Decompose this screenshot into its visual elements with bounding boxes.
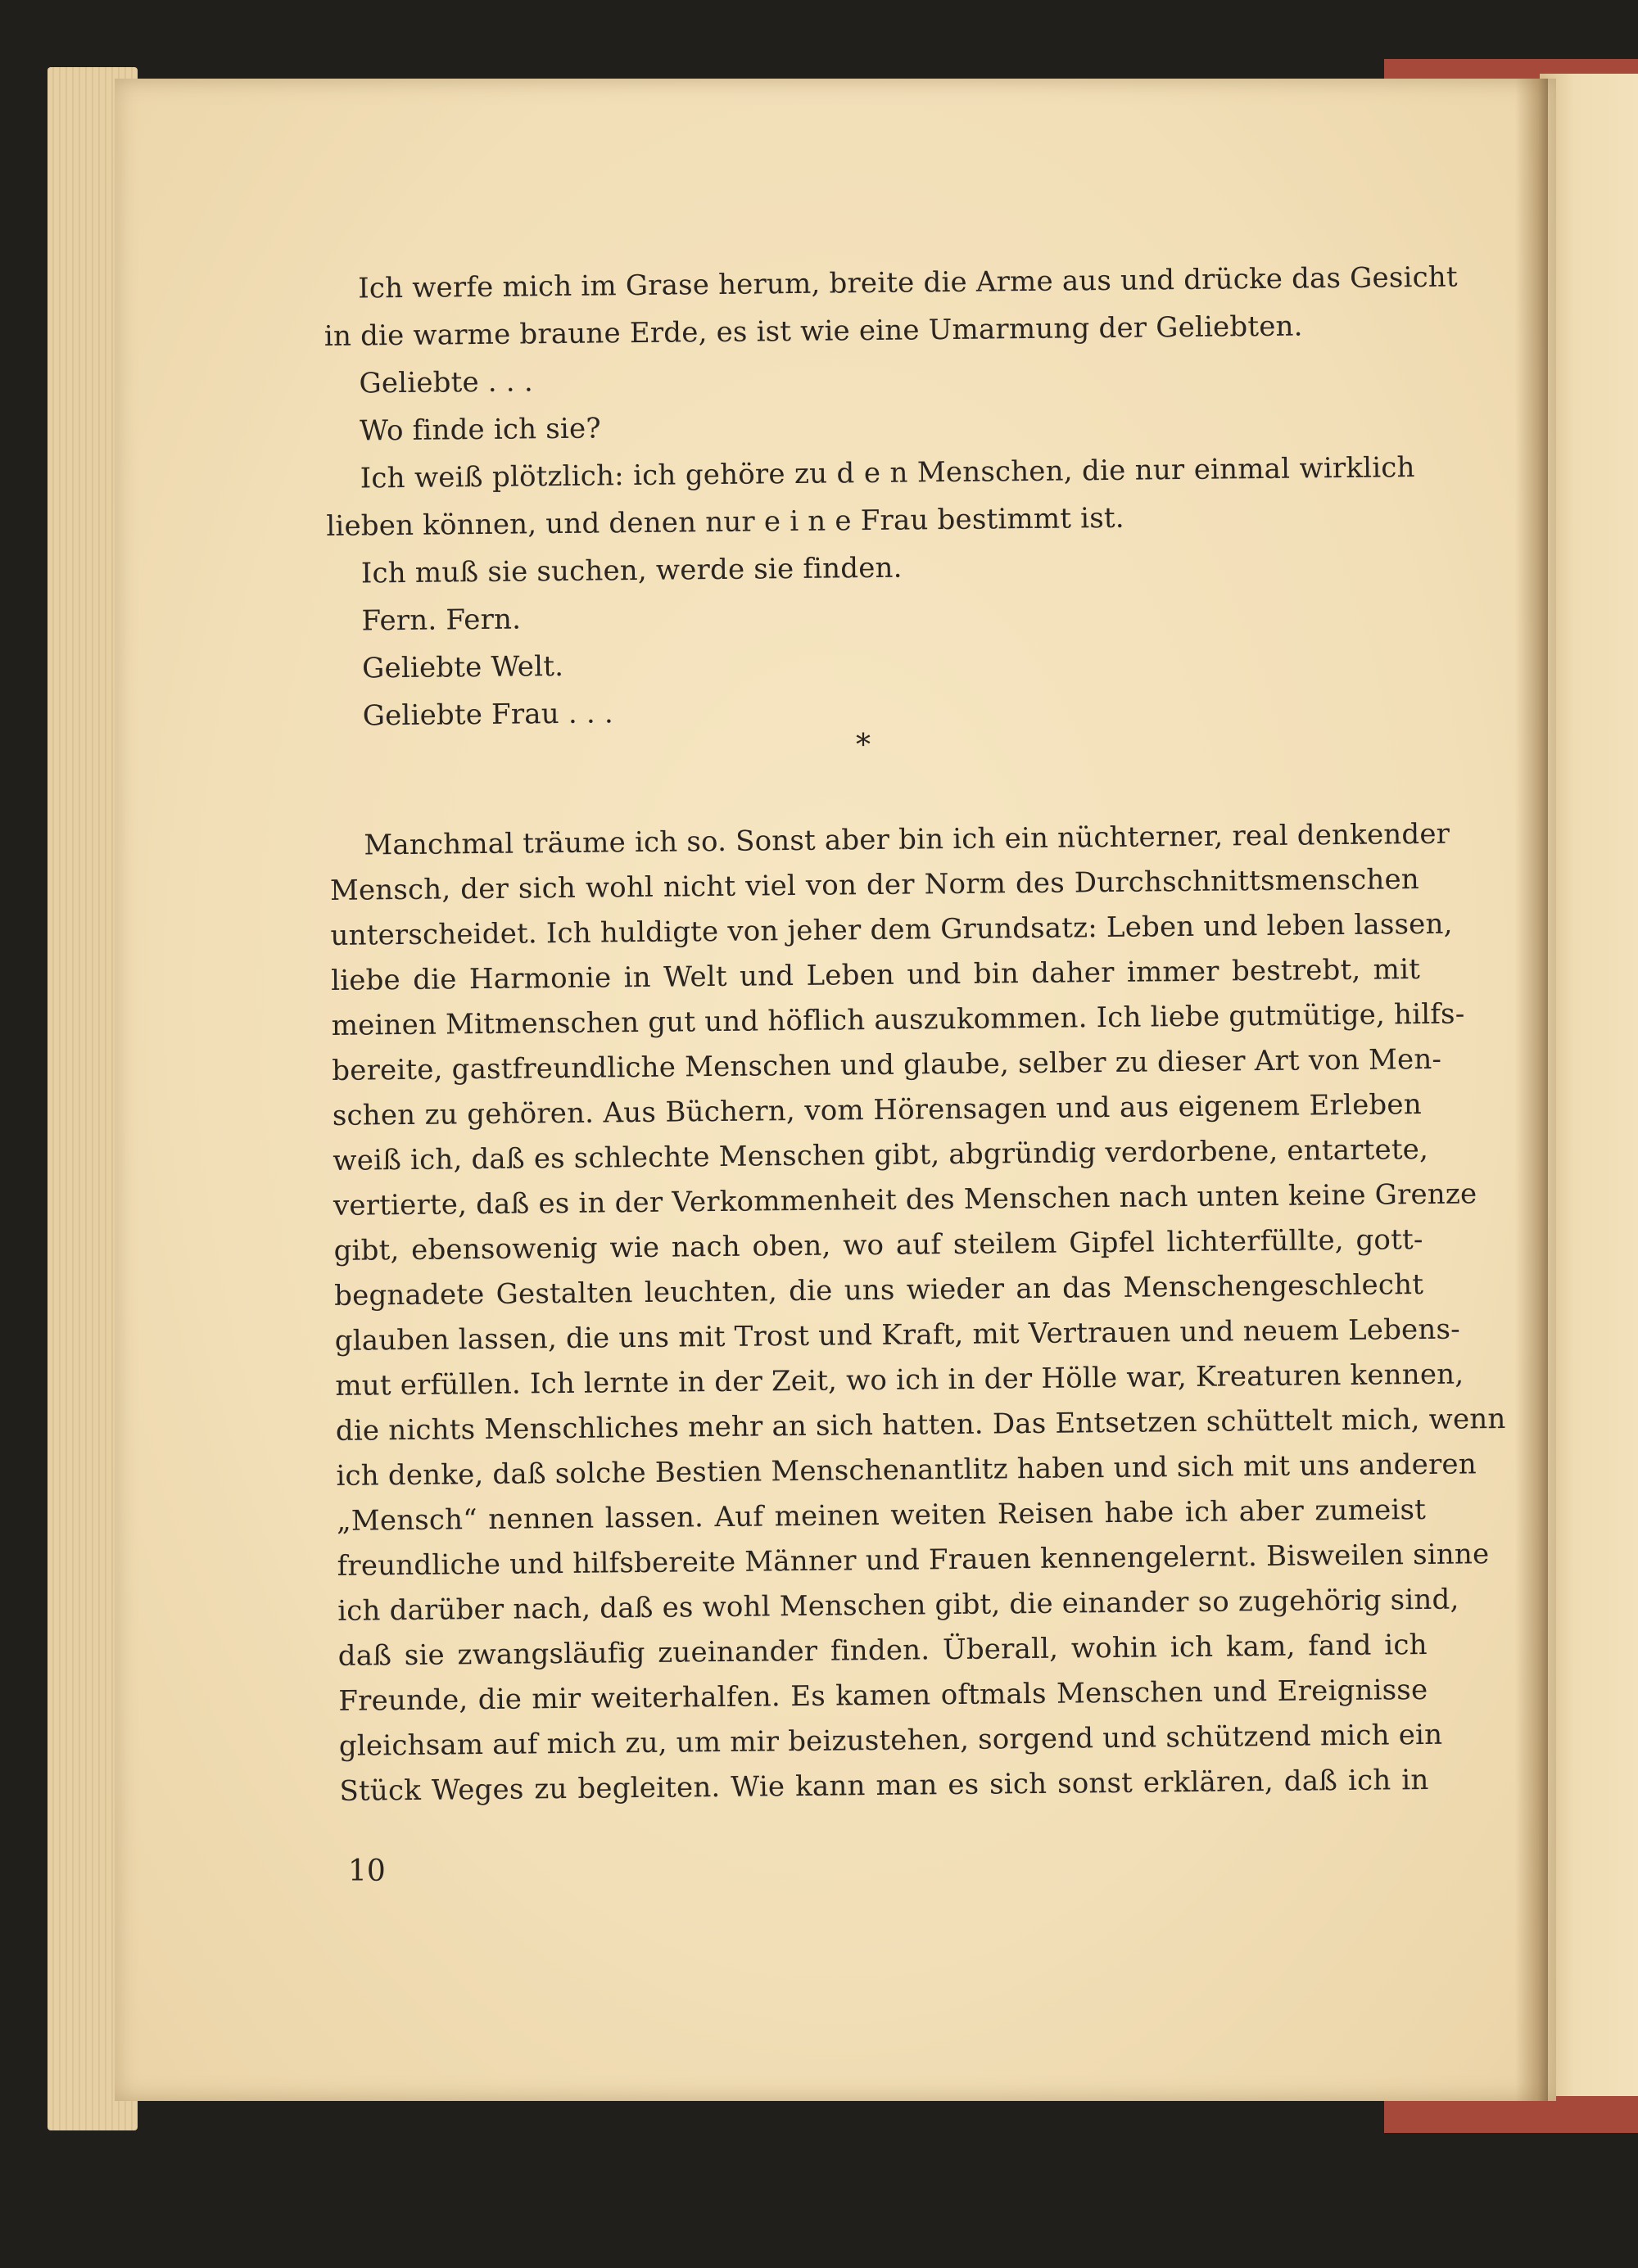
section-separator: * [856, 729, 871, 762]
text-line: mut erfüllen. Ich lernte in der Zeit, wo ich in der Hölle war, Kreaturen kennen, [335, 1358, 1464, 1403]
text-line: liebe die Harmonie in Welt und Leben und bin daher immer bestrebt, mit [330, 953, 1421, 997]
text-line: ich denke, daß solche Bestien Menschenantlitz haben und sich mit uns anderen [336, 1448, 1477, 1493]
page-gutter-shadow [1515, 79, 1548, 2101]
text-line: daß sie zwangsläufig zueinander finden. Überall, wohin ich kam, fand ich [337, 1628, 1428, 1673]
text-line: weiß ich, daß es schlechte Menschen gibt, abgründig verdorbene, entartete, [333, 1132, 1429, 1177]
text-line: bereite, gastfreundliche Menschen und glaube, selber zu dieser Art von Men- [332, 1042, 1442, 1087]
text-line: freundliche und hilfsbereite Männer und Frauen kennengelernt. Bisweilen sinne [337, 1538, 1490, 1583]
text-line: Ich muß sie suchen, werde sie finden. [360, 551, 903, 590]
text-line: Freunde, die mir weiterhalfen. Es kamen oftmals Menschen und Ereignisse [338, 1673, 1428, 1718]
text-line: Ich werfe mich im Grase herum, breite die Arme aus und drücke das Gesicht [358, 260, 1458, 305]
text-line: unterscheidet. Ich huldigte von jeher dem Grundsatz: Leben und leben lassen, [330, 907, 1453, 952]
text-line: Ich weiß plötzlich: ich gehöre zu d e n Menschen, die nur einmal wirklich [360, 451, 1415, 495]
text-line: meinen Mitmenschen gut und höflich auszukommen. Ich liebe gutmütige, hilfs- [331, 997, 1465, 1042]
text-line: gibt, ebensowenig wie nach oben, wo auf steilem Gipfel lichterfüllte, gott- [333, 1223, 1423, 1267]
text-line: glauben lassen, die uns mit Trost und Kraft, mit Vertrauen und neuem Lebens- [334, 1312, 1461, 1358]
text-line: Wo finde ich sie? [359, 412, 601, 448]
text-line: Geliebte Frau . . . [362, 697, 614, 733]
text-line: vertierte, daß es in der Verkommenheit des Menschen nach unten keine Grenze [333, 1177, 1477, 1222]
text-line: Stück Weges zu begleiten. Wie kann man es sich sonst erklären, daß ich in [339, 1763, 1429, 1808]
text-line: Geliebte . . . [359, 365, 534, 400]
text-line: lieben können, und denen nur e i n e Frau bestimmt ist. [326, 501, 1124, 543]
text-line: Manchmal träume ich so. Sonst aber bin ich ein nüchterner, real denkender [364, 817, 1450, 862]
text-line: schen zu gehören. Aus Büchern, vom Hörensagen und aus eigenem Erleben [332, 1088, 1423, 1132]
text-line: Fern. Fern. [361, 603, 522, 638]
text-line: „Mensch“ nennen lassen. Auf meinen weiten Reisen habe ich aber zumeist [336, 1493, 1427, 1538]
text-line: in die warme braune Erde, es ist wie eine Umarmung der Geliebten. [324, 309, 1303, 353]
text-line: gleichsam auf mich zu, um mir beizustehen, sorgend und schützend mich ein [338, 1718, 1443, 1763]
page-number: 10 [348, 1855, 386, 1888]
text-line: die nichts Menschliches mehr an sich hatten. Das Entsetzen schüttelt mich, wenn [335, 1402, 1506, 1448]
text-line: begnadete Gestalten leuchten, die uns wieder an das Menschengeschlecht [333, 1268, 1424, 1312]
text-line: Geliebte Welt. [361, 649, 564, 685]
text-line: Mensch, der sich wohl nicht viel von der Norm des Durchschnittsmenschen [329, 863, 1420, 907]
text-line: ich darüber nach, daß es wohl Menschen gibt, die einander so zugehörig sind, [337, 1583, 1459, 1628]
